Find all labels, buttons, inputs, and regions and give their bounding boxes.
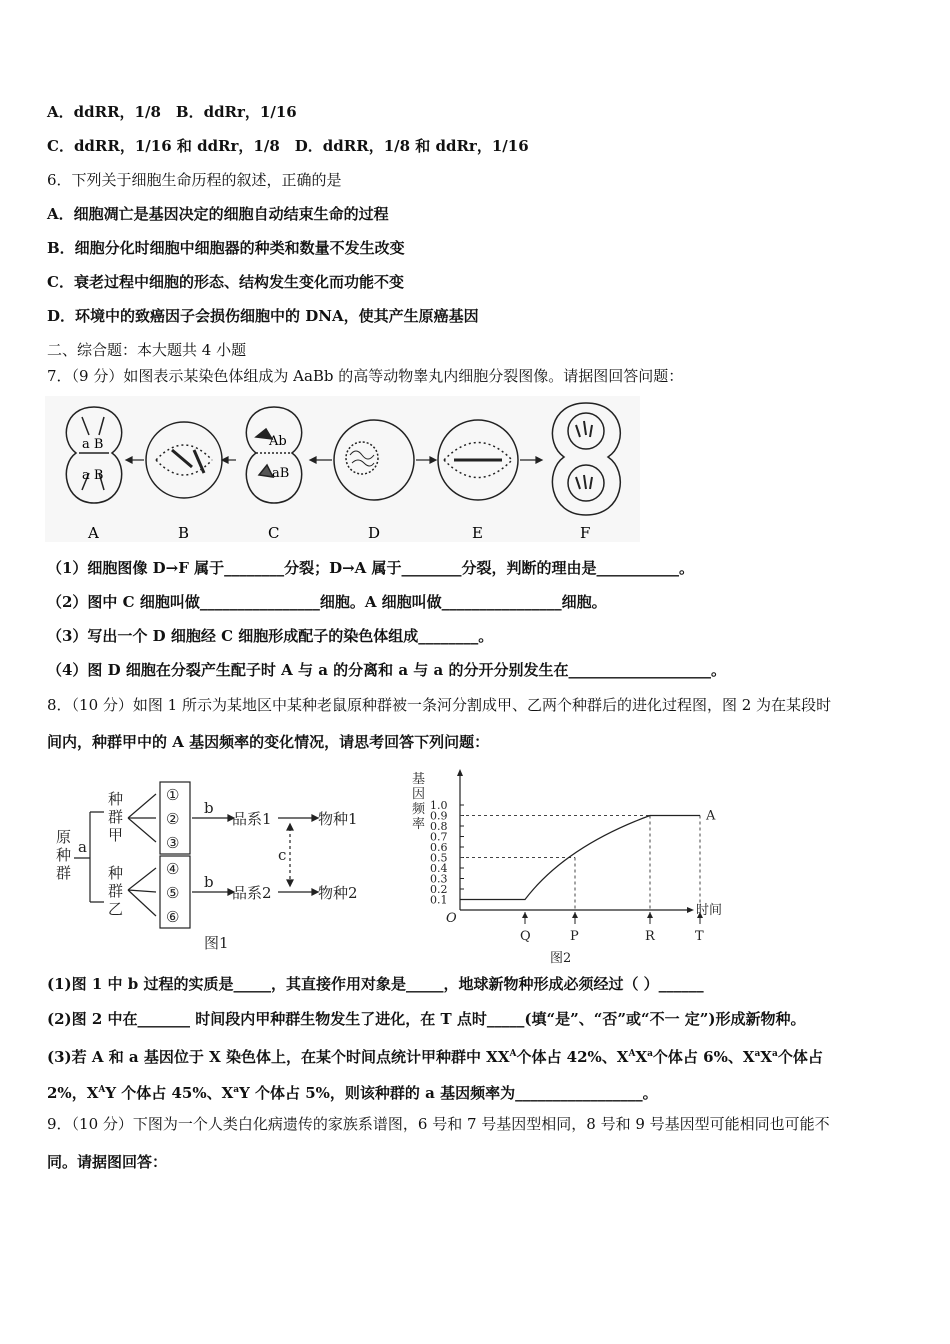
fig1-strain2: 品系2 xyxy=(232,884,272,902)
q8-part1: (1)图 1 中 b 过程的实质是_____，其直接作用对象是_____，地球新物种形成必须经过（ ）______ xyxy=(47,975,704,993)
q6-option-d: D．环境中的致癌因子会损伤细胞中的 DNA，使其产生原癌基因 xyxy=(47,307,479,325)
fig1-strain1: 品系1 xyxy=(232,810,272,828)
fig1-num-5: ⑤ xyxy=(166,884,180,902)
cell-label-e: E xyxy=(472,524,483,542)
y-tick-label: 0.8 xyxy=(430,820,448,833)
y-tick-label: 0.9 xyxy=(430,809,448,823)
fig2-caption: 图2 xyxy=(550,951,572,966)
q6-option-c: C．衰老过程中细胞的形态、结构发生变化而功能不变 xyxy=(47,273,404,291)
x-tick-label: R xyxy=(645,929,655,944)
y-tick-label: 0.7 xyxy=(430,830,448,844)
cell-label-b: B xyxy=(178,524,190,542)
fig1-origin-2: 种 xyxy=(56,846,72,864)
cell-a-genes-bottom: a B xyxy=(82,468,104,483)
question-6: 6．下列关于细胞生命历程的叙述，正确的是 xyxy=(47,171,342,189)
y-tick-label: 0.1 xyxy=(430,893,448,907)
y-tick-label: 0.4 xyxy=(430,862,448,875)
option-line-ab: A．ddRR，1/8 B．ddRr，1/16 xyxy=(47,103,297,121)
option-line-cd: C．ddRR，1/16 和 ddRr，1/8 D．ddRR，1/8 和 ddRr，1/16 xyxy=(47,137,529,155)
cell-label-c: C xyxy=(268,524,280,542)
cell-c-genes-top: Ab xyxy=(269,434,287,449)
x-tick-label: P xyxy=(570,929,579,944)
fig1-num-3: ③ xyxy=(166,834,180,852)
cell-label-a: A xyxy=(88,524,99,542)
question-8-line1: 8．（10 分）如图 1 所示为某地区中某种老鼠原种群被一条河分割成甲、乙两个种群后的进化过程图，图 2 为在某段时 xyxy=(47,696,832,714)
section-heading: 二、综合题：本大题共 4 小题 xyxy=(47,341,247,359)
fig1-origin-3: 群 xyxy=(56,864,72,882)
x-tick-head xyxy=(522,912,528,918)
question-9-line1: 9．（10 分）下图为一个人类白化病遗传的家族系谱图，6 号和 7 号基因型相同，8 号和 9 号基因型可能相同也可能不 xyxy=(47,1115,830,1133)
y-axis-label-char: 因 xyxy=(412,787,426,802)
y-tick-label: 0.3 xyxy=(430,872,448,886)
q6-option-b: B．细胞分化时细胞中细胞器的种类和数量不发生改变 xyxy=(47,239,405,257)
fig1-num-1: ① xyxy=(166,786,180,804)
q6-option-a: A．细胞凋亡是基因决定的细胞自动结束生命的过程 xyxy=(47,205,389,223)
q8-part3-line2: 2%，$X^AY$ 个体占 45%、$X^aY$ 个体占 5%，则该种群的 a 基因频率为_________________。 xyxy=(47,1084,658,1102)
fig1-caption: 图1 xyxy=(204,934,229,952)
cell-division-figure xyxy=(44,395,644,545)
q7-part2: （2）图中 C 细胞叫做________________细胞。A 细胞叫做________________细胞。 xyxy=(47,593,607,611)
question-9-line2: 同。请据图回答： xyxy=(47,1153,168,1171)
fig1-species1: 物种1 xyxy=(318,810,358,828)
fig1-num-6: ⑥ xyxy=(166,908,180,926)
question-7: 7．（9 分）如图表示某染色体组成为 AaBb 的高等动物睾丸内细胞分裂图像。请据图回答问题： xyxy=(47,367,684,385)
cell-label-f: F xyxy=(580,524,591,542)
cell-c-genes-bottom: aB xyxy=(272,466,290,481)
svg-text:种: 种 xyxy=(108,864,124,882)
fig1-num-2: ② xyxy=(166,810,180,828)
figure-1-evolution xyxy=(52,778,372,958)
y-axis-arrow xyxy=(457,769,463,776)
x-tick-label: T xyxy=(695,929,704,944)
svg-text:甲: 甲 xyxy=(108,826,124,844)
fig1-c: c xyxy=(278,846,287,864)
x-tick-head xyxy=(572,912,578,918)
origin-label: O xyxy=(446,911,457,926)
x-tick-label: Q xyxy=(520,929,531,944)
fig1-origin-1: 原 xyxy=(56,828,72,846)
y-tick-label: 1.0 xyxy=(430,799,448,812)
question-8-line2: 间内，种群甲中的 A 基因频率的变化情况，请思考回答下列问题： xyxy=(47,733,490,751)
x-axis-arrow xyxy=(687,907,694,913)
q7-part3: （3）写出一个 D 细胞经 C 细胞形成配子的染色体组成________。 xyxy=(47,627,494,645)
q8-part3-line1: (3)若 A 和 a 基因位于 X 染色体上，在某个时间点统计甲种群中 $XX^A$个体占 42%、$X^AX^a$个体占 6%、$X^aX^a$个体占 xyxy=(47,1048,823,1066)
q7-part1: （1）细胞图像 D→F 属于________分裂；D→A 属于________分裂，判断的理由是___________。 xyxy=(47,559,695,577)
y-axis-label-char: 率 xyxy=(412,817,426,832)
q8-part2: (2)图 2 中在_______ 时间段内甲种群生物发生了进化，在 T 点时_____(填“是”、“否”或“不一 定”)形成新物种。 xyxy=(47,1010,806,1028)
figure-2-chart xyxy=(400,765,723,966)
x-axis-label: 时间 xyxy=(696,903,723,918)
fig1-b2: b xyxy=(204,873,214,891)
x-tick-head xyxy=(647,912,653,918)
svg-text:群: 群 xyxy=(108,882,124,900)
fig1-a: a xyxy=(78,838,87,856)
y-axis-label-char: 基 xyxy=(412,772,426,787)
fig1-num-4: ④ xyxy=(166,860,180,878)
svg-text:乙: 乙 xyxy=(108,900,124,918)
fig1-b1: b xyxy=(204,799,214,817)
svg-text:种: 种 xyxy=(108,790,124,808)
q7-part4: （4）图 D 细胞在分裂产生配子时 A 与 a 的分离和 a 与 a 的分开分别发生在___________________。 xyxy=(47,661,726,679)
svg-text:群: 群 xyxy=(108,808,124,826)
cell-a-genes-top: a B xyxy=(82,437,104,452)
series-A-label: A xyxy=(706,808,716,824)
y-axis-label-char: 频 xyxy=(412,802,426,817)
y-tick-label: 0.5 xyxy=(430,851,448,865)
y-tick-label: 0.6 xyxy=(430,841,448,854)
fig1-species2: 物种2 xyxy=(318,884,358,902)
cell-label-d: D xyxy=(368,524,381,542)
y-tick-label: 0.2 xyxy=(430,883,448,896)
